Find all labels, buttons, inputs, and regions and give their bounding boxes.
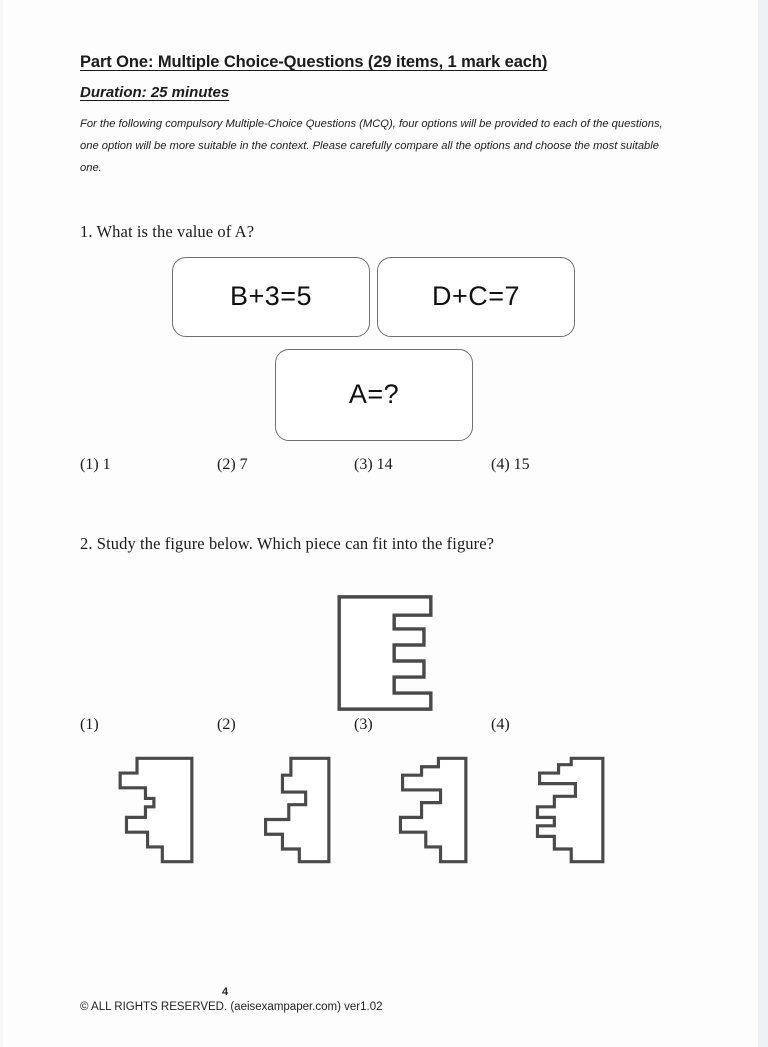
puzzle-piece-option-2[interactable]: [245, 752, 341, 868]
puzzle-piece-option-1-outline: [120, 758, 192, 861]
puzzle-piece-option-2-outline: [266, 758, 329, 861]
question-2-option-2[interactable]: (2): [217, 715, 236, 733]
equation-box-d: D+C=7: [377, 257, 575, 337]
question-1-figure-area: [80, 248, 690, 434]
question-2-text: 2. Study the figure below. Which piece can fit into the figure?: [80, 533, 495, 553]
option-figure-cell-2: [217, 752, 354, 868]
page-number: 4: [221, 986, 229, 998]
puzzle-piece-option-4-outline: [537, 758, 602, 861]
copyright-notice: © ALL RIGHTS RESERVED. (aeisexampaper.com) ver1.02: [80, 1001, 383, 1013]
question-2-option-4[interactable]: (4): [491, 715, 510, 733]
question-1-text: 1. What is the value of A?: [80, 221, 255, 241]
instructions-paragraph: For the following compulsory Multiple-Choice Questions (MCQ), four options will be provided to each of the questions, one option will be more suitable in the context. Please carefully compare all the options and choose the most suitable one.: [80, 118, 663, 174]
question-2-options: [80, 716, 690, 734]
puzzle-piece-option-3-outline: [400, 758, 465, 861]
question-2-option-1[interactable]: (1): [80, 715, 99, 733]
question-2-option-3[interactable]: (3): [354, 715, 373, 733]
scan-edge-right: [758, 0, 768, 1047]
puzzle-figure-outline: [339, 596, 431, 708]
equation-box-b: B+3=5: [172, 257, 370, 337]
equation-box-a: A=?: [275, 349, 473, 441]
question-1-option-3[interactable]: (3) 14: [354, 455, 393, 473]
option-figure-cell-3: [354, 752, 491, 868]
puzzle-figure-e-shape: [331, 590, 439, 716]
part-title: Part One: Multiple Choice-Questions (29 items, 1 mark each): [80, 53, 548, 71]
page-footer: [80, 986, 690, 1013]
question-2-main-figure-area: [80, 554, 690, 716]
duration-heading: Duration: 25 minutes: [80, 84, 230, 101]
puzzle-piece-option-4[interactable]: [519, 752, 615, 868]
option-figure-cell-4: [491, 752, 628, 868]
option-figure-cell-1: [80, 752, 217, 868]
puzzle-piece-option-3[interactable]: [382, 752, 478, 868]
scan-edge-left: [0, 0, 3, 1047]
question-1-option-1[interactable]: (1) 1: [80, 455, 111, 473]
page-content: [80, 0, 690, 868]
question-2-option-figures: [80, 734, 690, 868]
puzzle-piece-option-1[interactable]: [108, 752, 204, 868]
question-1-option-2[interactable]: (2) 7: [217, 455, 248, 473]
question-1-option-4[interactable]: (4) 15: [491, 455, 530, 473]
